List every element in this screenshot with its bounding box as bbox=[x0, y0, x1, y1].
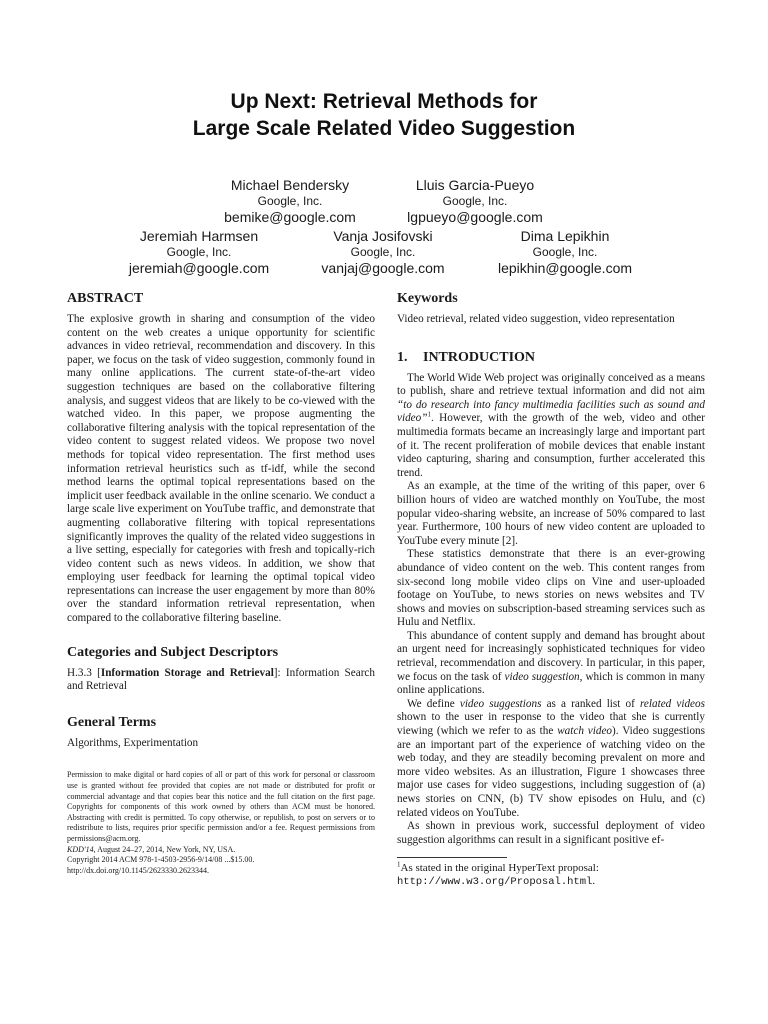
intro-paragraph-5: We define video suggestions as a ranked list of related videos shown to the user in response to the video that she is currently viewing (which we refer to as the watch video). Video suggestions are an important part of the experience of watching video on the web today, and they are steadily becoming prevalent on more and more video websites. As an illustration, Figure 1 showcases three major use cases for video suggestions, including suggestion of (a) news stories on CNN, (b) TV show episodes on Hulu, and (c) related videos on YouTube. bbox=[397, 697, 706, 819]
footnote-marker: 1 bbox=[427, 410, 431, 419]
author-block bbox=[104, 228, 294, 277]
author-email: vanjaj@google.com bbox=[321, 260, 445, 276]
intro-paragraph-2: As an example, at the time of the writing of this paper, over 6 billion hours of video are watched monthly on YouTube, the most popular video-sharing website, an increase of 50% compared to last year. Furthermore, 100 hours of new video content are uploaded to YouTube every minute [2]. bbox=[397, 480, 705, 547]
author-email: lgpueyo@google.com bbox=[407, 209, 543, 225]
introduction-heading bbox=[397, 349, 705, 367]
copyright-line: Copyright 2014 ACM 978-1-4503-2956-9/14/08 ...$15.00. bbox=[67, 855, 255, 865]
keywords-text: Video retrieval, related video suggestion, video representation bbox=[397, 313, 675, 325]
author-affiliation: Google, Inc. bbox=[442, 194, 508, 208]
keywords-heading: Keywords bbox=[397, 291, 458, 306]
title-line-1: Up Next: Retrieval Methods for bbox=[230, 90, 538, 113]
category-rest: ]: Information Search and Retrieval bbox=[67, 666, 375, 693]
author-block bbox=[288, 228, 478, 277]
author-block bbox=[195, 177, 385, 226]
intro-paragraph-3: These statistics demonstrate that there is an ever-growing abundance of video content on the web. This content ranges from six-second long mobile video clips on Vine and user-uploaded footage on YouTube, to news stories on news websites and TV shows and movies on subscription-based streaming services such as Hulu and Netflix. bbox=[397, 548, 705, 629]
author-block bbox=[380, 177, 570, 226]
doi-link[interactable]: http://dx.doi.org/10.1145/2623330.2623344. bbox=[67, 865, 210, 875]
categories-text bbox=[67, 667, 375, 694]
paper-title bbox=[0, 88, 768, 142]
author-email: jeremiah@google.com bbox=[128, 260, 270, 276]
intro-paragraph-6: As shown in previous work, successful deployment of video suggestion algorithms can result in a significant positive ef- bbox=[397, 820, 705, 846]
left-column bbox=[67, 290, 375, 876]
author-name: Michael Bendersky bbox=[230, 177, 350, 193]
title-line-2: Large Scale Related Video Suggestion bbox=[192, 117, 576, 140]
right-column bbox=[397, 290, 705, 889]
footnote-divider bbox=[397, 857, 507, 858]
author-affiliation: Google, Inc. bbox=[257, 194, 323, 208]
author-email: lepikhin@google.com bbox=[497, 260, 633, 276]
introduction-body bbox=[397, 372, 705, 848]
author-name: Jeremiah Harmsen bbox=[139, 228, 259, 244]
section-title: INTRODUCTION bbox=[423, 349, 536, 365]
general-terms-text: Algorithms, Experimentation bbox=[67, 736, 199, 749]
author-email: bemike@google.com bbox=[224, 209, 356, 225]
abstract-heading: ABSTRACT bbox=[67, 291, 144, 306]
footnote-text: As stated in the original HyperText proposal: bbox=[400, 862, 599, 875]
section-number: 1. bbox=[397, 349, 408, 365]
intro-paragraph-4: This abundance of content supply and demand has brought about an urgent need for increasingly sophisticated techniques for video retrieval, recommendation and discovery. In particular, in this paper, we focus on the task of video suggestion, which is common in many online applications. bbox=[397, 629, 705, 697]
footnote-number: 1 bbox=[397, 860, 401, 869]
venue-line bbox=[67, 845, 375, 856]
author-block bbox=[470, 228, 660, 277]
author-affiliation: Google, Inc. bbox=[350, 245, 416, 259]
category-code: H.3.3 [ bbox=[67, 666, 101, 679]
author-name: Dima Lepikhin bbox=[520, 228, 610, 244]
category-bold: Information Storage and Retrieval bbox=[100, 666, 274, 679]
author-name: Lluis Garcia-Pueyo bbox=[415, 177, 535, 193]
footnote: $^1$As stated in the original HyperText proposal: http://www.w3.org/Proposal.html. bbox=[397, 860, 599, 889]
author-name: Vanja Josifovski bbox=[333, 228, 433, 244]
permission-text: Permission to make digital or hard copies of all or part of this work for personal or classroom use is granted without fee provided that copies are not made or distributed for profit or commercial advantage and that copies bear this notice and the full citation on the first page. Copyrights for components of this work owned by others than ACM must be honored. Abstracting with credit is permitted. To copy otherwise, or republish, to post on servers or to redistribute to lists, requires prior specific permission and/or a fee. Request permissions from permissions@acm.org. bbox=[67, 770, 375, 843]
general-terms-heading: General Terms bbox=[67, 714, 157, 730]
venue-details: August 24–27, 2014, New York, NY, USA. bbox=[95, 844, 236, 854]
venue-name: KDD'14, bbox=[67, 844, 96, 854]
author-affiliation: Google, Inc. bbox=[166, 245, 232, 259]
author-affiliation: Google, Inc. bbox=[532, 245, 598, 259]
permission-notice bbox=[67, 770, 375, 876]
intro-paragraph-1: The World Wide Web project was originally conceived as a means to publish, share and retrieve textual information and did not aim “to do research into fancy multimedia facilities such as sound and video”$^1$. However, with the growth of the web, video and other multimedia formats became an increasingly large and important part of it. The recent proliferation of mobile devices that enable instant video capturing, sharing and consumption, further accelerated this trend. bbox=[397, 371, 705, 479]
footnote-url[interactable]: http://www.w3.org/Proposal.html bbox=[397, 876, 593, 889]
quote: “to do research into fancy multimedia facilities such as sound and video” bbox=[397, 398, 705, 425]
abstract-text: The explosive growth in sharing and consumption of the video content on the web creates a unique opportunity for scientific advances in video retrieval, recommendation and discovery. In this paper, we focus on the task of video suggestion, commonly found in many online applications. The current state-of-the-art video suggestion techniques are based on the collaborative filtering analysis, and suggest videos that are likely to be co-viewed with the watched video. In this paper, we propose augmenting the collaborative filtering analysis with the topical representation of the video content to suggest related videos. We propose two novel methods for topical video representation. The first method uses information retrieval heuristics such as tf-idf, while the second method learns the optimal topical representations based on the implicit user feedback available in the online scenario. We conduct a large scale live experiment on YouTube traffic, and demonstrate that augmenting collaborative filtering with topical representations significantly improves the quality of the related video suggestions in a live setting, especially for categories with fresh and topically-rich video content such as news videos. In addition, we show that employing user feedback for learning the optimal topical video representations can increase the user engagement by more than 80% over the standard information retrieval representation, when compared to the collaborative filtering baseline. bbox=[67, 313, 375, 625]
categories-heading: Categories and Subject Descriptors bbox=[67, 644, 279, 660]
